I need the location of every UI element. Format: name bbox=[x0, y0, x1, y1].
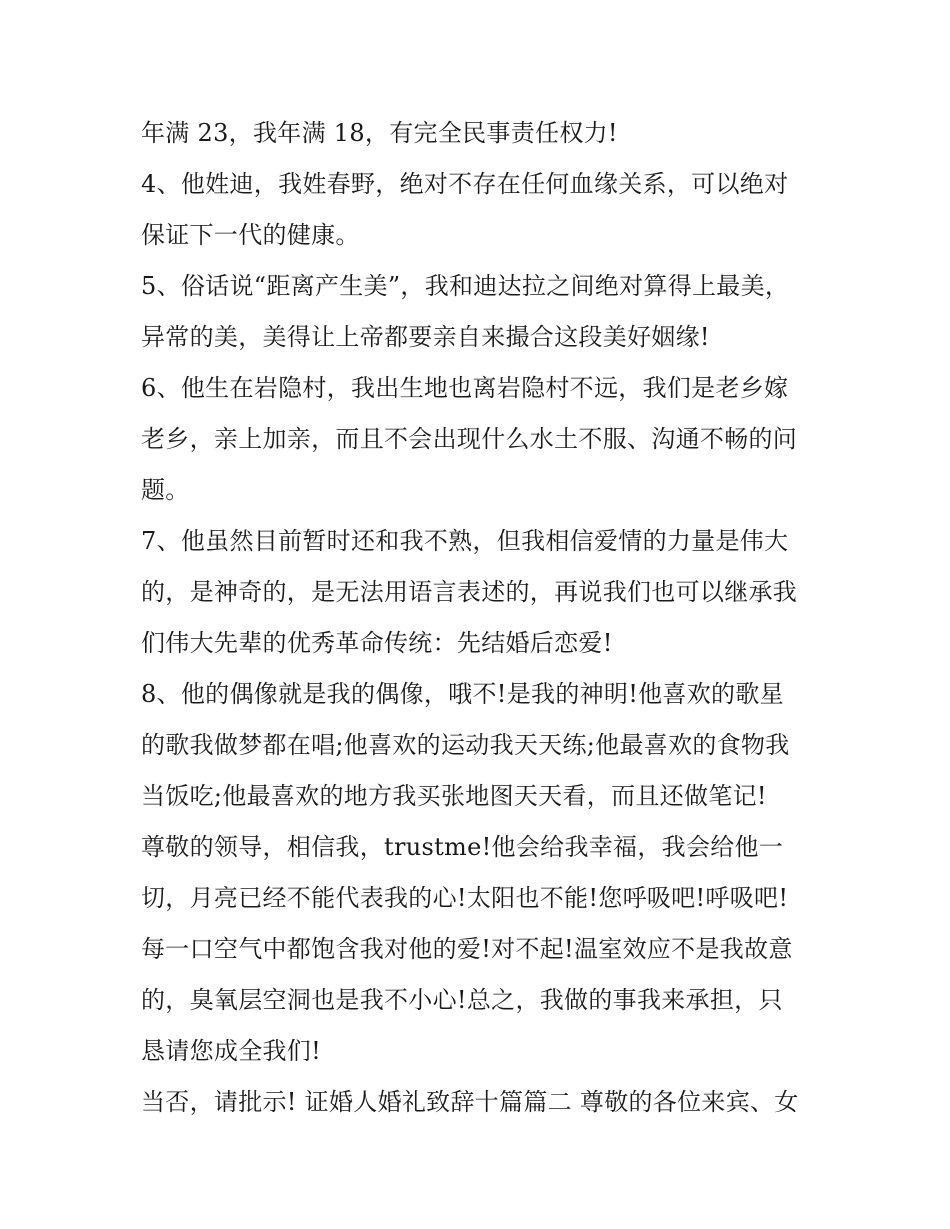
text-line: 年满 23，我年满 18，有完全民事责任权力! bbox=[141, 119, 618, 147]
text-line: 切，月亮已经不能代表我的心!太阳也不能!您呼吸吧!呼吸吧! bbox=[141, 884, 789, 912]
text-line: 的，臭氧层空洞也是我不小心!总之，我做的事我来承担，只 bbox=[141, 986, 783, 1014]
text-line: 7、他虽然目前暂时还和我不熟，但我相信爱情的力量是伟大 bbox=[141, 527, 789, 555]
text-line: 6、他生在岩隐村，我出生地也离岩隐村不远，我们是老乡嫁 bbox=[141, 374, 789, 402]
text-line: 当否，请批示! 证婚人婚礼致辞十篇篇二 尊敬的各位来宾、女 bbox=[141, 1088, 799, 1116]
text-line: 们伟大先辈的优秀革命传统：先结婚后恋爱! bbox=[141, 629, 613, 657]
text-line: 8、他的偶像就是我的偶像，哦不!是我的神明!他喜欢的歌星 bbox=[141, 680, 784, 708]
text-line: 老乡，亲上加亲，而且不会出现什么水土不服、沟通不畅的问 bbox=[141, 425, 798, 453]
text-line: 当饭吃;他最喜欢的地方我买张地图天天看，而且还做笔记! bbox=[141, 782, 767, 810]
text-line: 5、俗话说“距离产生美”，我和迪达拉之间绝对算得上最美， bbox=[141, 272, 790, 300]
text-line: 尊敬的领导，相信我，trustme!他会给我幸福，我会给他一 bbox=[141, 833, 784, 861]
text-line: 异常的美，美得让上帝都要亲自来撮合这段美好姻缘! bbox=[141, 323, 710, 351]
text-line: 每一口空气中都饱含我对他的爱!对不起!温室效应不是我故意 bbox=[141, 935, 793, 963]
text-line: 保证下一代的健康。 bbox=[141, 221, 360, 249]
document-body bbox=[141, 108, 821, 1128]
text-line: 的歌我做梦都在唱;他喜欢的运动我天天练;他最喜欢的食物我 bbox=[141, 731, 790, 759]
text-line: 题。 bbox=[141, 476, 190, 504]
text-line: 恳请您成全我们! bbox=[141, 1037, 322, 1065]
text-line: 4、他姓迪，我姓春野，绝对不存在任何血缘关系，可以绝对 bbox=[141, 170, 789, 198]
text-line: 的，是神奇的，是无法用语言表述的，再说我们也可以继承我 bbox=[141, 578, 798, 606]
